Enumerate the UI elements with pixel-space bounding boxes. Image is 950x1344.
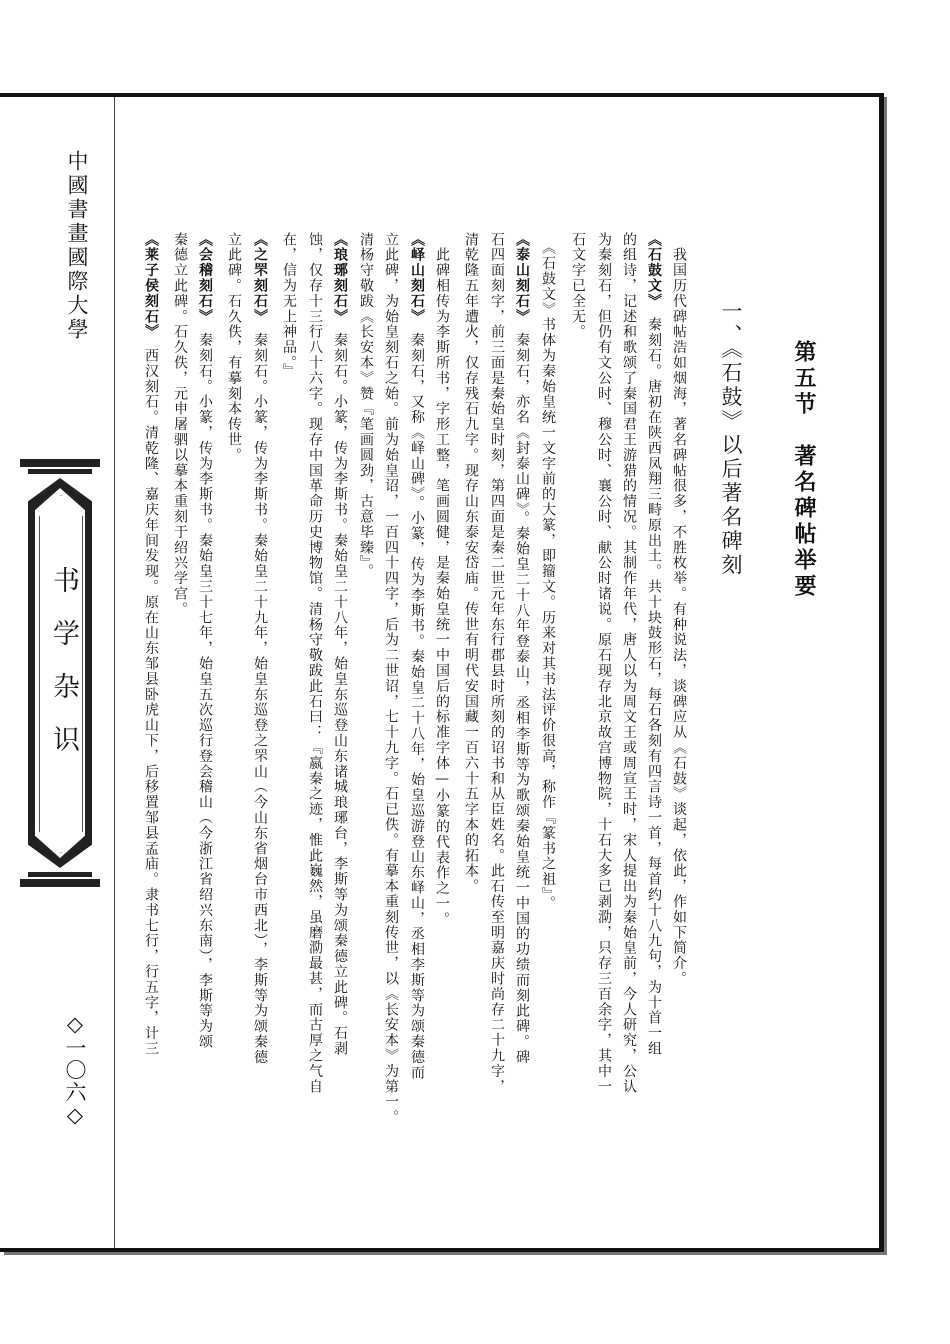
text-column [382, 232, 400, 1125]
text-column [251, 232, 269, 1065]
text-column [595, 232, 613, 1094]
entry-text: 在，信为无上神品。』 [281, 232, 297, 379]
school-name: 中國書畫國際大學 [65, 150, 89, 342]
text-column [433, 232, 451, 927]
entry-text: 清杨守敬跋《长安本》赞『笔画圆劲，古意毕臻』。 [358, 232, 374, 580]
entry-heading: 《泰山刻石》 [514, 232, 530, 318]
text-column [569, 232, 587, 340]
entry-text: 蚀，仅存十三行八十六字。现存中国革命历史博物馆。清杨守敬跋此石曰：『嬴秦之迹，惟此巍然，虽磨泐最甚，而古厚之气自 [307, 232, 323, 1095]
text-column [670, 232, 688, 987]
entry-text: 立此碑。石久佚，有摹刻本传世。 [226, 232, 242, 463]
title-plaque-cap [28, 872, 92, 877]
sidebar-divider [114, 97, 115, 1248]
entry-heading: 《莱子侯刻石》 [143, 232, 159, 333]
entry-text: 立此碑，为始皇刻石之始。前为始皇诏，一百四十四字，后为二世诏，七十九字。石已佚。有摹本重刻传世，以《长安本》为第一。 [383, 232, 399, 1126]
entry-heading: 《峄山刻石》 [409, 232, 425, 318]
book-title: 书学杂识 [48, 566, 79, 778]
entry-text: 为秦刻石，但仍有文公时、穆公时、襄公时、献公时诸说。原石现存北京故宫博物院，十石大多已剥泐，只存三百余字，其中一 [596, 232, 612, 1095]
entry-text: 秦刻石。小篆，传为李斯书。秦始皇二十九年，始皇东巡登之罘山（今山东省烟台市西北），李斯等为颂秦德 [252, 332, 268, 1066]
text-column [539, 232, 557, 911]
text-column [280, 232, 298, 379]
entry-text: 秦刻石。唐初在陕西凤翔三畤原出土。共十块鼓形石，每石各刻有四言诗一首，每首约十八九句，为十首一组 [646, 317, 662, 1057]
entry-text: 清乾隆五年遭火，仅存残石九字。现存山东泰安岱庙。传世有明代安国藏一百六十五字本的拓本。 [463, 232, 479, 895]
section-title: 第五节 著名碑帖举要 [791, 340, 816, 600]
text-column [645, 232, 663, 1057]
page-frame-shadow [884, 97, 887, 1255]
entry-text: 秦刻石，亦名《封泰山碑》。秦始皇二十八年登泰山，丞相李斯等为歌颂秦始皇统一中国的功绩而刻此碑。碑 [514, 332, 530, 1066]
text-column [225, 232, 243, 463]
page-frame-shadow [4, 1252, 887, 1255]
entry-text: 《石鼓文》书体为秦始皇统一文字前的大篆，即籀文。历来对其书法评价很高，称作『篆书之祖』。 [540, 232, 556, 911]
page-frame-top [0, 93, 884, 97]
text-column [142, 232, 160, 1057]
entry-text: 此碑相传为李斯所书，字形工整，笔画圆健，是秦始皇统一中国后的标准字体—小篆的代表作之一。 [434, 232, 450, 927]
text-column [513, 232, 531, 1065]
text-column [488, 232, 506, 1094]
entry-text: 西汉刻石。清乾隆、嘉庆年间发现。原在山东邹县卧虎山下，后移置邹县孟庙。隶书七行，行五字，计三 [143, 348, 159, 1057]
entry-text: 秦德立此碑。石久佚，元申屠驷以摹本重刻于绍兴学宫。 [172, 232, 188, 617]
title-plaque-cap [20, 459, 100, 467]
text-column [408, 232, 426, 1080]
text-column [331, 232, 349, 1057]
text-column [357, 232, 375, 579]
text-column [196, 232, 214, 1050]
entry-heading: 《会稽刻石》 [197, 232, 213, 318]
entry-text: 秦刻石。小篆，传为李斯书。秦始皇二十八年，始皇东巡登山东诸城琅琊台，李斯等为颂秦德立此碑。石剥 [332, 332, 348, 1057]
entry-heading: 《琅琊刻石》 [332, 232, 348, 318]
entry-heading: 《石鼓文》 [646, 232, 662, 302]
title-plaque-cap [28, 469, 92, 474]
text-column [171, 232, 189, 617]
title-plaque-cap [20, 879, 100, 887]
entry-text: 我国历代碑帖浩如烟海，著名碑帖很多，不胜枚举。有种说法，谈碑应从《石鼓》谈起，依此，作如下简介。 [671, 232, 687, 987]
page-number: ◇一〇六◇ [63, 1012, 87, 1128]
text-column [306, 232, 324, 1094]
entry-text: 的组诗，记述和歌颂了秦国君王游猎的情况。其制作年代，唐人以为周文王或周宣王时，宋人提出为秦始皇前，今人研究，公认 [621, 232, 637, 1095]
subsection-title: 一、《石鼓》以后著名碑刻 [719, 300, 743, 578]
text-column [462, 232, 480, 894]
entry-text: 石文字已全无。 [570, 232, 586, 340]
entry-text: 秦刻石。小篆，传为李斯书。秦始皇三十七年，始皇五次巡行登会稽山（今浙江省绍兴东南），李斯等为颂 [197, 332, 213, 1050]
entry-heading: 《之罘刻石》 [252, 232, 268, 318]
entry-text: 秦刻石，又称《峄山碑》。小篆，传为李斯书。秦始皇二十八年，始皇巡游登山东峄山，丞相李斯等为颂秦德而 [409, 332, 425, 1081]
entry-text: 石四面刻字，前三面是秦始皇时刻，第四面是秦二世元年东行郡县时所刻的诏书和从臣姓名。此石传至明嘉庆时尚存二十九字， [489, 232, 505, 1095]
text-column [620, 232, 638, 1094]
